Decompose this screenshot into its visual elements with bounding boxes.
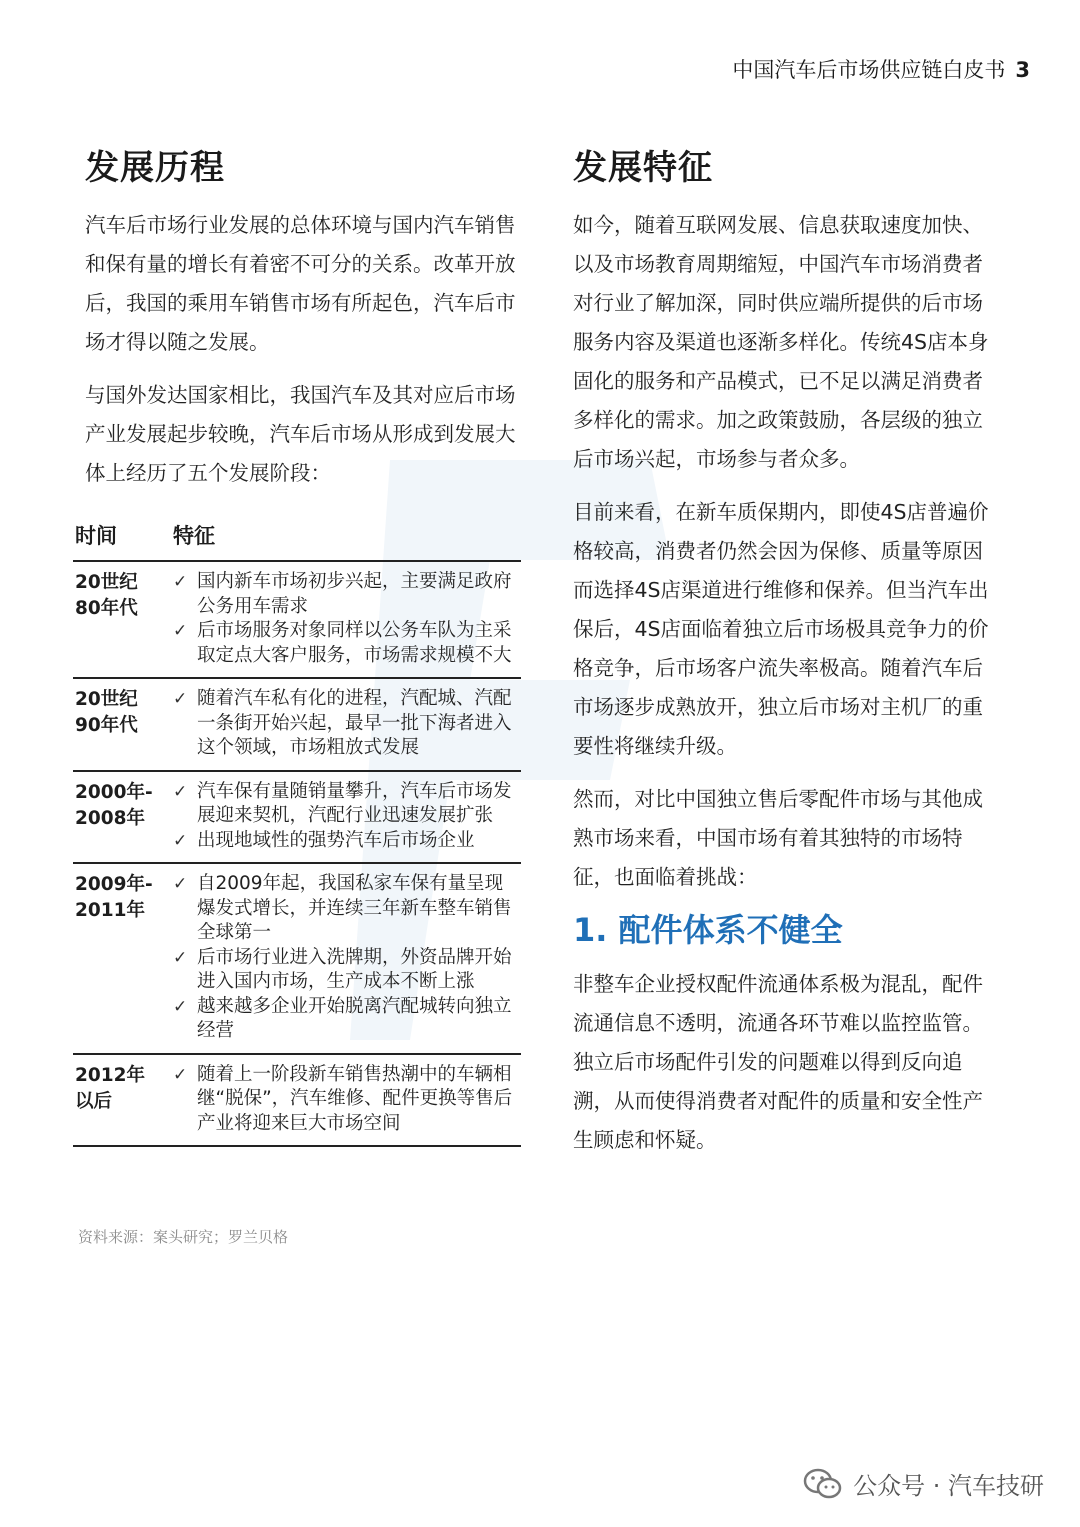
feature-text: 自2009年起，我国私家车保有量呈现爆发式增长，并连续三年新车整车销售全球第一	[197, 873, 512, 943]
check-icon: ✓	[173, 874, 188, 894]
check-icon: ✓	[173, 621, 188, 641]
development-stages-table	[73, 520, 521, 1147]
stage-features	[173, 780, 521, 854]
stage-period: 20世纪 80年代	[75, 572, 138, 619]
stage-features	[173, 570, 521, 668]
stage-features	[173, 1063, 521, 1137]
feature-text: 国内新车市场初步兴起，主要满足政府公务用车需求	[197, 571, 512, 617]
table-body	[73, 562, 521, 1147]
feature-text: 出现地域性的强势汽车后市场企业	[197, 829, 475, 851]
history-paragraph-1: 汽车后市场行业发展的总体环境与国内汽车销售和保有量的增长有着密不可分的关系。改革开放后，我国的乘用车销售市场有所起色，汽车后市场才得以随之发展。	[85, 212, 516, 354]
check-icon: ✓	[173, 689, 188, 709]
check-icon: ✓	[173, 830, 188, 851]
feature-item	[173, 570, 521, 619]
document-title: 中国汽车后市场供应链白皮书	[732, 58, 1006, 82]
check-icon: ✓	[173, 781, 188, 802]
section-heading-history: 发展历程	[85, 148, 225, 188]
check-icon: ✓	[173, 947, 188, 968]
stage-period: 2000年- 2008年	[75, 781, 153, 829]
wechat-icon	[803, 1467, 843, 1501]
feature-item	[173, 687, 521, 761]
feature-text: 越来越多企业开始脱离汽配城转向独立经营	[197, 995, 512, 1041]
features-paragraph-2: 目前来看，在新车质保期内，即使4S店普遍价格较高，消费者仍然会因为保修、质量等原因而选择4S店渠道进行维修和保养。但当汽车出保后，4S店面临着独立后市场极具竞争力的价格竞争，后市场客户流失率极高。随着汽车后市场逐步成熟放开，独立后市场对主机厂的重要性将继续升级。	[573, 499, 989, 758]
section-heading-features: 发展特征	[573, 148, 713, 188]
feature-text: 后市场行业进入洗牌期，外资品牌开始进入国内市场，生产成本不断上涨	[197, 946, 512, 992]
stage-period: 20世纪 90年代	[75, 689, 138, 736]
stage-features	[173, 872, 521, 1044]
check-icon: ✓	[173, 996, 188, 1017]
table-row	[73, 772, 521, 865]
stage-period: 2012年 以后	[75, 1064, 145, 1112]
feature-item	[173, 619, 521, 668]
column-header-time: 时间	[75, 524, 117, 548]
table-row	[73, 679, 521, 772]
right-column	[573, 148, 1003, 1174]
page-number: 3	[1015, 58, 1030, 82]
feature-text: 随着汽车私有化的进程，汽配城、汽配一条街开始兴起，最早一批下海者进入这个领域，市场粗放式发展	[197, 688, 512, 758]
feature-item	[173, 946, 521, 995]
stage-features	[173, 687, 521, 761]
feature-text: 后市场服务对象同样以公务车队为主采取定点大客户服务，市场需求规模不大	[197, 620, 512, 666]
footer-text: 公众号 · 汽车技研	[853, 1472, 1044, 1500]
table-row	[73, 864, 521, 1055]
feature-item	[173, 1063, 521, 1137]
subheading-parts-system: 1. 配件体系不健全	[573, 910, 843, 949]
page-header	[732, 54, 1030, 84]
history-paragraph-2: 与国外发达国家相比，我国汽车及其对应后市场产业发展起步较晚，汽车后市场从形成到发展大体上经历了五个发展阶段：	[85, 382, 516, 485]
footer-watermark	[803, 1466, 1044, 1501]
feature-item	[173, 872, 521, 946]
feature-item	[173, 780, 521, 829]
features-paragraph-3: 然而，对比中国独立售后零配件市场与其他成熟市场来看，中国市场有着其独特的市场特征，也面临着挑战：	[573, 786, 983, 889]
table-header	[73, 520, 521, 562]
source-note: 资料来源：案头研究；罗兰贝格	[78, 1228, 289, 1246]
table-row	[73, 562, 521, 679]
column-header-feature: 特征	[173, 524, 215, 548]
check-icon: ✓	[173, 572, 188, 592]
feature-text: 汽车保有量随销量攀升，汽车后市场发展迎来契机，汽配行业迅速发展扩张	[197, 780, 512, 826]
table-row	[73, 1055, 521, 1148]
stage-period: 2009年- 2011年	[75, 874, 153, 921]
parts-system-paragraph: 非整车企业授权配件流通体系极为混乱，配件流通信息不透明，流通各环节难以监控监管。独立后市场配件引发的问题难以得到反向追溯，从而使得消费者对配件的质量和安全性产生顾虑和怀疑。	[573, 972, 983, 1153]
feature-item	[173, 829, 521, 854]
check-icon: ✓	[173, 1064, 188, 1085]
left-column	[85, 148, 520, 507]
feature-text: 随着上一阶段新车销售热潮中的车辆相继“脱保”，汽车维修、配件更换等售后产业将迎来巨大市场空间	[197, 1063, 513, 1134]
features-paragraph-1: 如今，随着互联网发展、信息获取速度加快、以及市场教育周期缩短，中国汽车市场消费者对行业了解加深，同时供应端所提供的后市场服务内容及渠道也逐渐多样化。传统4S店本身固化的服务和产品模式，已不足以满足消费者多样化的需求。加之政策鼓励，各层级的独立后市场兴起，市场参与者众多。	[573, 212, 989, 471]
feature-item	[173, 995, 521, 1044]
